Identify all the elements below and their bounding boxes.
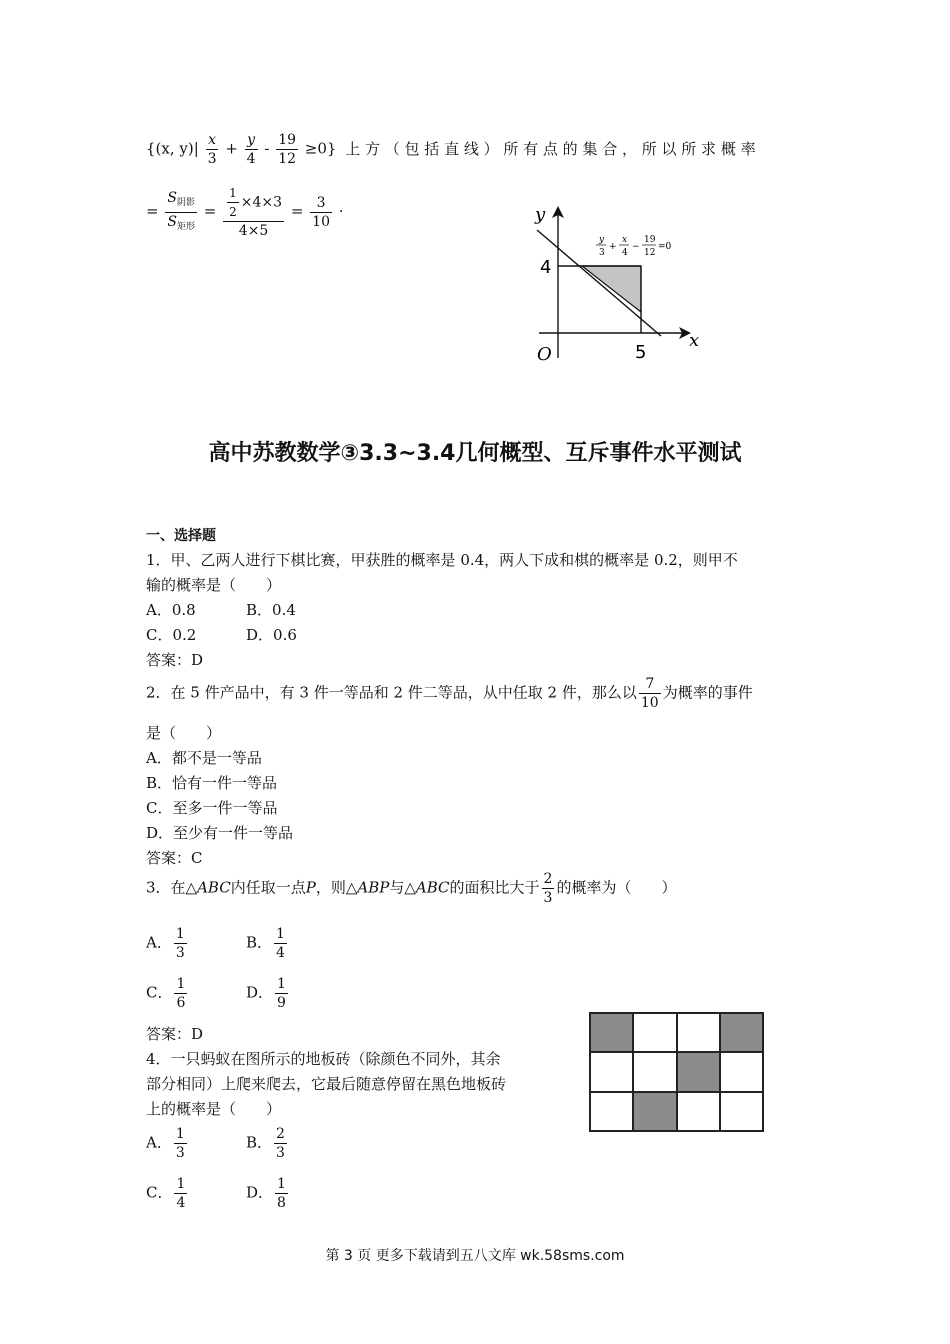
result-fraction: $\frac{3}{10}$	[312, 194, 330, 230]
q2-option-d: D．至少有一件一等品	[146, 824, 294, 842]
set-definition-line: {(x, y)| $\frac{x}{3}$ + $\frac{y}{4}$ - $\frac{19}{12}$ ≥0} 上 方 （ 包 括 直 线 ） 所 有 点 的 集 合 ， 所 以 所 求 概 率	[146, 132, 756, 167]
q3-option-b: B． $\frac{1}{4}$	[246, 926, 285, 961]
tile-dark	[633, 1092, 676, 1131]
tile-dark	[590, 1013, 633, 1052]
set-tail-text: 上 方 （ 包 括 直 线 ） 所 有 点 的 集 合 ， 所 以 所 求 概 率	[345, 139, 756, 158]
tile-dark	[677, 1052, 720, 1091]
q2-option-b: B．恰有一件一等品	[146, 774, 278, 792]
tile-dark	[720, 1013, 763, 1052]
q1-option-c: C．0.2	[146, 626, 197, 644]
q1-line2: 输的概率是（ ）	[146, 576, 282, 594]
q3-line1: 3．在△ABC内任取一点P，则△ABP与△ABC的面积比大于 $\frac{2}{3}$ 的概率为（ ）	[146, 871, 677, 906]
q2-line2: 是（ ）	[146, 724, 222, 742]
tile-white	[720, 1092, 763, 1131]
area-computation-fraction: $\frac{1}{2}$ ×4×3 4×5	[223, 184, 284, 240]
region-graph	[525, 200, 715, 370]
q1-answer: 答案：D	[146, 651, 204, 669]
page-title: 高中苏教数学③3.3~3.4几何概型、互斥事件水平测试	[208, 441, 742, 466]
q4-option-c: C． $\frac{1}{4}$	[146, 1176, 186, 1211]
svg-text:−: −	[632, 242, 640, 252]
svg-text:12: 12	[644, 248, 656, 258]
q1-option-a: A．0.8	[146, 601, 196, 619]
shaded-region	[582, 266, 641, 312]
section-heading: 一、选择题	[146, 528, 216, 544]
q4-line1: 4．一只蚂蚁在图所示的地板砖（除颜色不同外，其余	[146, 1050, 501, 1068]
x-axis-label: x	[689, 330, 700, 351]
fraction-x-over-3: $\frac{x}{3}$	[207, 132, 217, 167]
y-axis-label: y	[535, 204, 546, 225]
tile-white	[590, 1052, 633, 1091]
line-equation-label	[596, 235, 672, 258]
tile-white	[633, 1052, 676, 1091]
tile-white	[677, 1013, 720, 1052]
q2-answer: 答案：C	[146, 849, 203, 867]
tile-white	[633, 1013, 676, 1052]
q1-line1: 1．甲、乙两人进行下棋比赛，甲获胜的概率是 0.4，两人下成和棋的概率是 0.2，则甲不	[146, 551, 738, 569]
fraction-19-over-12: $\frac{19}{12}$	[278, 132, 297, 167]
q1-option-d: D．0.6	[246, 626, 297, 644]
svg-text:+: +	[609, 242, 617, 252]
tile-white	[677, 1092, 720, 1131]
svg-text:3: 3	[599, 248, 605, 258]
q3-fraction: $\frac{2}{3}$	[543, 871, 553, 906]
tile-white	[590, 1092, 633, 1131]
q4-option-a: A． $\frac{1}{3}$	[146, 1126, 185, 1161]
q3-option-a: A． $\frac{1}{3}$	[146, 926, 185, 961]
q4-line2: 部分相同）上爬来爬去，它最后随意停留在黑色地板砖	[146, 1075, 507, 1093]
set-open: {(x, y)|	[146, 139, 199, 158]
q4-option-d: D． $\frac{1}{8}$	[246, 1176, 286, 1211]
q2-option-c: C．至多一件一等品	[146, 799, 278, 817]
svg-text:y: y	[599, 235, 605, 245]
svg-text:=0: =0	[658, 242, 672, 252]
boundary-line	[537, 230, 661, 336]
q3-answer: 答案：D	[146, 1025, 204, 1043]
svg-text:x: x	[622, 235, 628, 245]
svg-text:4: 4	[622, 248, 628, 258]
x-tick-label: 5	[635, 342, 647, 363]
page-footer: 第 3 页 更多下载请到五八文库 wk.58sms.com	[325, 1248, 625, 1264]
q2-option-a: A．都不是一等品	[146, 749, 262, 767]
probability-formula: = $\frac{S_{阴影}}{S_{矩形}}$ = $\frac{1}{2}$ ×4×3 4×5 = $\frac{3}{10}$ ·	[146, 186, 344, 239]
q3-option-d: D． $\frac{1}{9}$	[246, 976, 286, 1011]
q3-option-c: C． $\frac{1}{6}$	[146, 976, 186, 1011]
origin-label: O	[537, 344, 552, 365]
area-ratio-fraction: $\frac{S_{阴影}}{S_{矩形}}$	[167, 189, 195, 232]
q4-line3: 上的概率是（ ）	[146, 1100, 282, 1118]
q1-option-b: B．0.4	[246, 601, 296, 619]
y-tick-label: 4	[540, 257, 552, 278]
q2-line1: 2．在 5 件产品中，有 3 件一等品和 2 件二等品，从中任取 2 件，那么以 $\frac{7}{10}$ 为概率的事件	[146, 676, 753, 711]
q4-option-b: B． $\frac{2}{3}$	[246, 1126, 285, 1161]
tile-white	[720, 1052, 763, 1091]
fraction-y-over-4: $\frac{y}{4}$	[246, 132, 256, 167]
svg-text:19: 19	[644, 235, 656, 245]
floor-tile-grid	[589, 1012, 764, 1132]
q2-fraction: $\frac{7}{10}$	[640, 676, 659, 711]
